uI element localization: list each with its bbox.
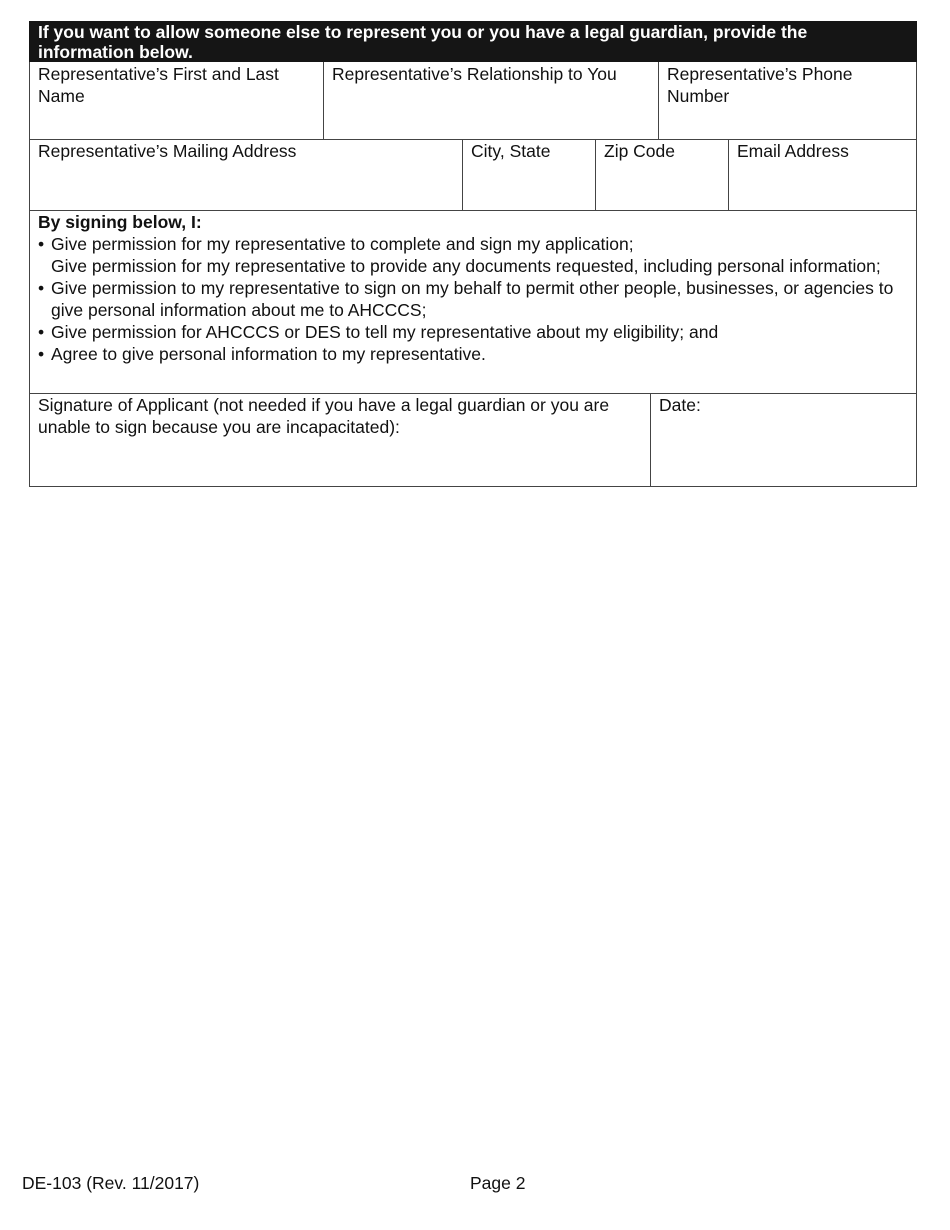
representative-phone-label: Representative’s Phone Number (667, 64, 853, 106)
permission-item: • Give permission for AHCCCS or DES to tell my representative about my eligibility; and (38, 321, 908, 343)
representative-phone-field[interactable] (659, 62, 916, 139)
date-field[interactable] (651, 394, 916, 486)
zip-code-label: Zip Code (604, 141, 676, 161)
city-state-label: City, State (471, 141, 551, 161)
email-address-label: Email Address (737, 141, 849, 161)
permissions-section (30, 211, 916, 394)
signature-row (30, 394, 916, 487)
city-state-field[interactable] (463, 140, 596, 210)
date-label: Date: (659, 395, 701, 415)
zip-code-field[interactable] (596, 140, 729, 210)
applicant-signature-field[interactable] (30, 394, 651, 486)
permissions-list (38, 233, 908, 365)
mailing-address-field[interactable] (30, 140, 463, 210)
representative-info-row (30, 62, 916, 140)
representative-address-row (30, 140, 916, 211)
form-grid (29, 62, 917, 487)
representative-relationship-field[interactable] (324, 62, 659, 139)
page-number: Page 2 (470, 1173, 526, 1193)
mailing-address-label: Representative’s Mailing Address (38, 141, 297, 161)
permissions-title: By signing below, I: (38, 212, 202, 232)
permission-item: • Agree to give personal information to my representative. (38, 343, 908, 365)
representative-name-field[interactable] (30, 62, 324, 139)
section-header: If you want to allow someone else to represent you or you have a legal guardian, provide the information below. (29, 21, 917, 62)
permission-item: Give permission for my representative to provide any documents requested, including personal information; (51, 256, 881, 276)
permission-item: • Give permission to my representative to sign on my behalf to permit other people, businesses, or agencies to give personal information about me to AHCCCS; (38, 277, 908, 321)
email-address-field[interactable] (729, 140, 916, 210)
permission-item: • Give permission for my representative to complete and sign my application; (38, 233, 908, 255)
form-id: DE-103 (Rev. 11/2017) (22, 1173, 200, 1193)
representative-name-label: Representative’s First and Last Name (38, 64, 279, 106)
representative-relationship-label: Representative’s Relationship to You (332, 64, 617, 84)
representative-form (29, 21, 917, 487)
applicant-signature-label: Signature of Applicant (not needed if you have a legal guardian or you are unable to sign because you are incapacitated): (38, 395, 610, 437)
